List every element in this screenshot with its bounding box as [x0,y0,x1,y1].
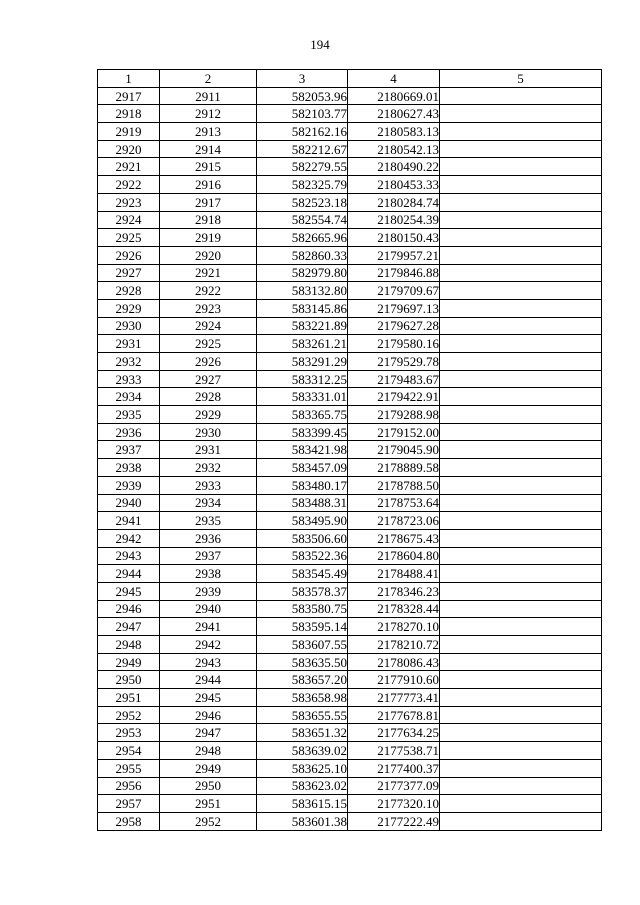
cell-coordinate-x: 583657.20 [257,671,348,689]
cell-point-number: 2947 [160,724,257,742]
cell-row-number: 2940 [98,494,160,512]
cell-row-number: 2941 [98,512,160,530]
cell-coordinate-y: 2179422.91 [348,388,440,406]
cell-note [440,441,602,459]
column-header-3: 3 [257,70,348,88]
cell-point-number: 2945 [160,689,257,707]
table-row [98,370,602,388]
cell-coordinate-x: 582103.77 [257,105,348,123]
cell-coordinate-x: 582053.96 [257,87,348,105]
cell-coordinate-y: 2178488.41 [348,565,440,583]
cell-point-number: 2920 [160,246,257,264]
cell-coordinate-x: 582212.67 [257,140,348,158]
cell-row-number: 2954 [98,742,160,760]
cell-coordinate-y: 2178889.58 [348,459,440,477]
cell-coordinate-x: 582279.55 [257,158,348,176]
table-row [98,476,602,494]
cell-note [440,406,602,424]
table-row [98,158,602,176]
cell-coordinate-y: 2180490.22 [348,158,440,176]
cell-point-number: 2923 [160,299,257,317]
cell-point-number: 2940 [160,600,257,618]
cell-coordinate-x: 583312.25 [257,370,348,388]
cell-coordinate-x: 583488.31 [257,494,348,512]
cell-coordinate-y: 2178723.06 [348,512,440,530]
cell-point-number: 2928 [160,388,257,406]
table-row [98,193,602,211]
cell-point-number: 2950 [160,777,257,795]
table-header-row [98,70,602,88]
cell-note [440,140,602,158]
table-row [98,618,602,636]
cell-coordinate-y: 2180542.13 [348,140,440,158]
cell-row-number: 2939 [98,476,160,494]
cell-note [440,459,602,477]
cell-row-number: 2958 [98,812,160,830]
cell-row-number: 2927 [98,264,160,282]
table-row [98,742,602,760]
cell-point-number: 2917 [160,193,257,211]
table-row [98,529,602,547]
column-header-1: 1 [98,70,160,88]
cell-row-number: 2943 [98,547,160,565]
table-row [98,689,602,707]
cell-coordinate-y: 2178086.43 [348,653,440,671]
cell-note [440,512,602,530]
cell-note [440,795,602,813]
cell-coordinate-x: 582523.18 [257,193,348,211]
cell-point-number: 2946 [160,706,257,724]
cell-coordinate-y: 2180627.43 [348,105,440,123]
table-row [98,406,602,424]
cell-coordinate-y: 2178270.10 [348,618,440,636]
cell-coordinate-x: 582860.33 [257,246,348,264]
cell-point-number: 2926 [160,353,257,371]
cell-point-number: 2935 [160,512,257,530]
cell-point-number: 2918 [160,211,257,229]
cell-coordinate-y: 2179697.13 [348,299,440,317]
cell-point-number: 2922 [160,282,257,300]
cell-row-number: 2936 [98,423,160,441]
cell-coordinate-y: 2177773.41 [348,689,440,707]
cell-row-number: 2942 [98,529,160,547]
cell-row-number: 2925 [98,229,160,247]
cell-row-number: 2926 [98,246,160,264]
cell-note [440,423,602,441]
cell-note [440,547,602,565]
cell-note [440,299,602,317]
cell-coordinate-x: 583331.01 [257,388,348,406]
cell-point-number: 2929 [160,406,257,424]
cell-note [440,176,602,194]
cell-point-number: 2930 [160,423,257,441]
table-row [98,140,602,158]
cell-row-number: 2951 [98,689,160,707]
cell-note [440,671,602,689]
cell-coordinate-x: 582665.96 [257,229,348,247]
table-row [98,795,602,813]
cell-note [440,777,602,795]
cell-coordinate-y: 2178210.72 [348,636,440,654]
cell-coordinate-y: 2180583.13 [348,123,440,141]
cell-coordinate-y: 2179957.21 [348,246,440,264]
cell-coordinate-y: 2179045.90 [348,441,440,459]
table-row [98,636,602,654]
cell-coordinate-x: 583291.29 [257,353,348,371]
cell-coordinate-y: 2177400.37 [348,759,440,777]
cell-point-number: 2934 [160,494,257,512]
cell-row-number: 2921 [98,158,160,176]
cell-row-number: 2933 [98,370,160,388]
cell-coordinate-y: 2180150.43 [348,229,440,247]
cell-note [440,388,602,406]
cell-row-number: 2953 [98,724,160,742]
cell-row-number: 2923 [98,193,160,211]
cell-note [440,476,602,494]
cell-point-number: 2951 [160,795,257,813]
cell-row-number: 2937 [98,441,160,459]
cell-point-number: 2941 [160,618,257,636]
cell-note [440,724,602,742]
cell-coordinate-x: 583578.37 [257,582,348,600]
table-body [98,87,602,830]
cell-coordinate-y: 2180284.74 [348,193,440,211]
table-row [98,724,602,742]
cell-note [440,246,602,264]
table-row [98,653,602,671]
coordinates-table [97,69,602,831]
cell-coordinate-x: 583623.02 [257,777,348,795]
cell-coordinate-y: 2178788.50 [348,476,440,494]
cell-coordinate-y: 2180453.33 [348,176,440,194]
cell-note [440,812,602,830]
cell-row-number: 2918 [98,105,160,123]
cell-coordinate-y: 2180669.01 [348,87,440,105]
table-row [98,229,602,247]
cell-coordinate-y: 2178604.80 [348,547,440,565]
cell-row-number: 2917 [98,87,160,105]
cell-note [440,618,602,636]
table-row [98,211,602,229]
cell-note [440,706,602,724]
cell-point-number: 2948 [160,742,257,760]
table-row [98,282,602,300]
cell-coordinate-x: 583457.09 [257,459,348,477]
cell-point-number: 2912 [160,105,257,123]
table-row [98,582,602,600]
cell-note [440,565,602,583]
cell-coordinate-x: 582554.74 [257,211,348,229]
cell-point-number: 2943 [160,653,257,671]
cell-coordinate-y: 2179529.78 [348,353,440,371]
cell-point-number: 2913 [160,123,257,141]
cell-coordinate-y: 2177678.81 [348,706,440,724]
cell-note [440,742,602,760]
cell-coordinate-x: 583399.45 [257,423,348,441]
cell-point-number: 2925 [160,335,257,353]
cell-coordinate-y: 2177634.25 [348,724,440,742]
cell-coordinate-y: 2178753.64 [348,494,440,512]
cell-note [440,582,602,600]
table-row [98,671,602,689]
cell-point-number: 2949 [160,759,257,777]
table-row [98,459,602,477]
cell-coordinate-x: 583261.21 [257,335,348,353]
cell-row-number: 2944 [98,565,160,583]
cell-note [440,494,602,512]
cell-coordinate-x: 583145.86 [257,299,348,317]
table-row [98,335,602,353]
cell-coordinate-x: 583595.14 [257,618,348,636]
cell-row-number: 2949 [98,653,160,671]
cell-coordinate-y: 2179288.98 [348,406,440,424]
table-row [98,565,602,583]
page-number: 194 [310,37,330,52]
cell-row-number: 2952 [98,706,160,724]
cell-coordinate-x: 583365.75 [257,406,348,424]
cell-coordinate-y: 2177222.49 [348,812,440,830]
cell-point-number: 2944 [160,671,257,689]
cell-note [440,211,602,229]
cell-coordinate-x: 583495.90 [257,512,348,530]
cell-note [440,759,602,777]
cell-coordinate-y: 2177320.10 [348,795,440,813]
cell-note [440,264,602,282]
cell-coordinate-y: 2178346.23 [348,582,440,600]
cell-coordinate-x: 583506.60 [257,529,348,547]
table-row [98,706,602,724]
cell-point-number: 2933 [160,476,257,494]
cell-coordinate-x: 583132.80 [257,282,348,300]
cell-note [440,653,602,671]
table-row [98,512,602,530]
cell-point-number: 2927 [160,370,257,388]
cell-coordinate-x: 583607.55 [257,636,348,654]
table-row [98,441,602,459]
cell-point-number: 2919 [160,229,257,247]
column-header-4: 4 [348,70,440,88]
cell-row-number: 2920 [98,140,160,158]
cell-coordinate-y: 2179580.16 [348,335,440,353]
cell-row-number: 2922 [98,176,160,194]
cell-point-number: 2931 [160,441,257,459]
cell-note [440,335,602,353]
cell-point-number: 2914 [160,140,257,158]
cell-row-number: 2930 [98,317,160,335]
cell-note [440,105,602,123]
cell-point-number: 2936 [160,529,257,547]
cell-note [440,158,602,176]
cell-note [440,123,602,141]
cell-row-number: 2938 [98,459,160,477]
cell-point-number: 2938 [160,565,257,583]
cell-point-number: 2939 [160,582,257,600]
cell-coordinate-x: 583601.38 [257,812,348,830]
table-row [98,777,602,795]
cell-note [440,353,602,371]
cell-row-number: 2929 [98,299,160,317]
cell-row-number: 2956 [98,777,160,795]
table-row [98,423,602,441]
table-row [98,264,602,282]
cell-note [440,282,602,300]
table-row [98,105,602,123]
cell-coordinate-x: 583625.10 [257,759,348,777]
cell-coordinate-y: 2178675.43 [348,529,440,547]
cell-point-number: 2942 [160,636,257,654]
cell-row-number: 2948 [98,636,160,654]
table-row [98,494,602,512]
table-row [98,317,602,335]
cell-row-number: 2935 [98,406,160,424]
cell-coordinate-y: 2179709.67 [348,282,440,300]
cell-note [440,600,602,618]
cell-row-number: 2931 [98,335,160,353]
cell-point-number: 2952 [160,812,257,830]
cell-point-number: 2921 [160,264,257,282]
cell-note [440,636,602,654]
cell-point-number: 2911 [160,87,257,105]
cell-coordinate-x: 583651.32 [257,724,348,742]
cell-coordinate-y: 2178328.44 [348,600,440,618]
cell-coordinate-x: 583480.17 [257,476,348,494]
cell-note [440,193,602,211]
cell-point-number: 2924 [160,317,257,335]
cell-note [440,317,602,335]
table-row [98,299,602,317]
cell-coordinate-y: 2179846.88 [348,264,440,282]
table-row [98,123,602,141]
cell-coordinate-x: 583221.89 [257,317,348,335]
cell-coordinate-x: 583615.15 [257,795,348,813]
cell-coordinate-x: 582979.80 [257,264,348,282]
cell-coordinate-x: 583658.98 [257,689,348,707]
column-header-2: 2 [160,70,257,88]
cell-coordinate-y: 2179627.28 [348,317,440,335]
cell-coordinate-x: 583635.50 [257,653,348,671]
cell-coordinate-x: 583580.75 [257,600,348,618]
table-row [98,547,602,565]
cell-coordinate-y: 2177910.60 [348,671,440,689]
table-row [98,388,602,406]
cell-row-number: 2924 [98,211,160,229]
cell-coordinate-y: 2177377.09 [348,777,440,795]
cell-row-number: 2932 [98,353,160,371]
cell-note [440,689,602,707]
cell-coordinate-x: 582162.16 [257,123,348,141]
cell-coordinate-x: 583655.55 [257,706,348,724]
cell-row-number: 2955 [98,759,160,777]
cell-note [440,87,602,105]
cell-row-number: 2934 [98,388,160,406]
cell-note [440,229,602,247]
cell-point-number: 2932 [160,459,257,477]
table-row [98,759,602,777]
cell-row-number: 2928 [98,282,160,300]
cell-row-number: 2957 [98,795,160,813]
cell-coordinate-x: 582325.79 [257,176,348,194]
cell-coordinate-y: 2179483.67 [348,370,440,388]
cell-coordinate-x: 583421.98 [257,441,348,459]
cell-coordinate-x: 583522.36 [257,547,348,565]
cell-row-number: 2946 [98,600,160,618]
table-row [98,87,602,105]
cell-coordinate-x: 583639.02 [257,742,348,760]
cell-point-number: 2937 [160,547,257,565]
table-row [98,246,602,264]
cell-row-number: 2950 [98,671,160,689]
cell-note [440,370,602,388]
cell-note [440,529,602,547]
table-row [98,176,602,194]
cell-point-number: 2915 [160,158,257,176]
cell-row-number: 2947 [98,618,160,636]
cell-row-number: 2919 [98,123,160,141]
cell-coordinate-y: 2180254.39 [348,211,440,229]
table-row [98,812,602,830]
table-row [98,353,602,371]
cell-coordinate-x: 583545.49 [257,565,348,583]
cell-row-number: 2945 [98,582,160,600]
cell-coordinate-y: 2177538.71 [348,742,440,760]
cell-point-number: 2916 [160,176,257,194]
column-header-5: 5 [440,70,602,88]
cell-coordinate-y: 2179152.00 [348,423,440,441]
table-row [98,600,602,618]
